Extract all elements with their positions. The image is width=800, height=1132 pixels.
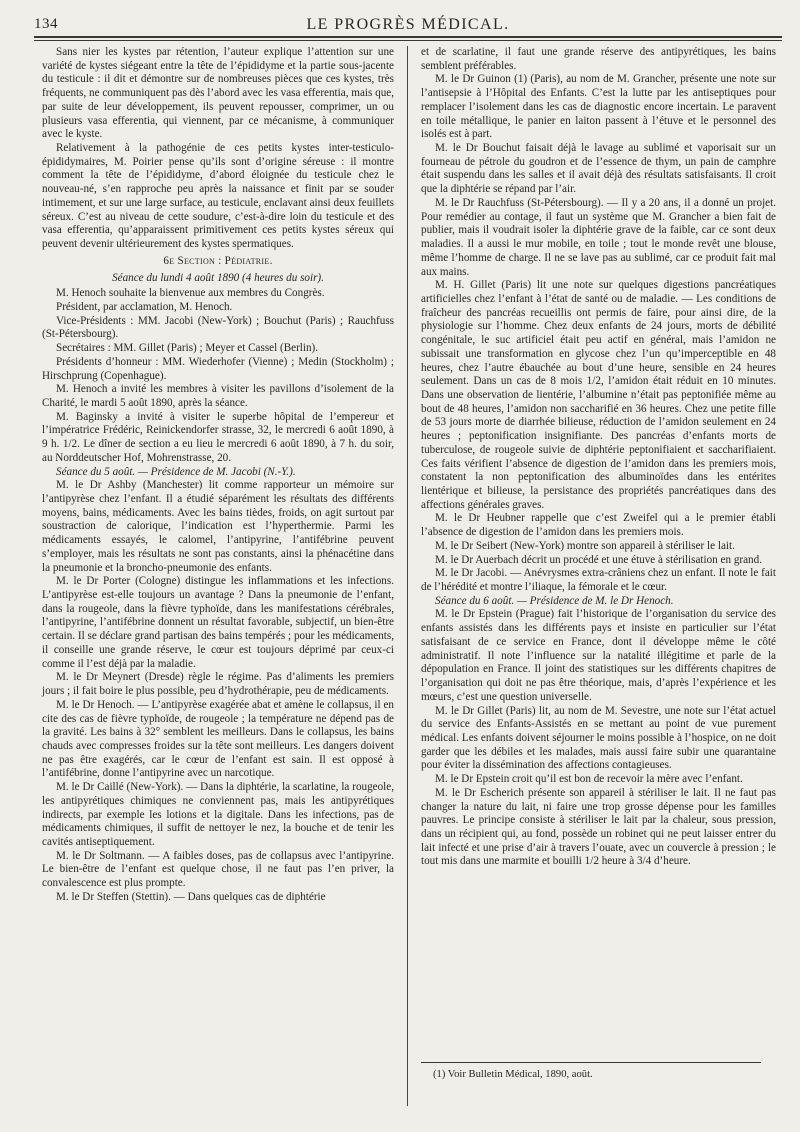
paragraph: M. Henoch souhaite la bienvenue aux membres du Congrès. [56,287,325,300]
header-rule-thin [34,40,782,41]
paragraph: et de scarlatine, il faut une grande réserve des antipyrétiques, les bains semblent préférables. [421,46,776,72]
paragraph: M. le Dr Gillet (Paris) lit, au nom de M. Sevestre, une note sur l’état actuel du service des Enfants-Assistés en se mettant au point de vue purement médical. Les enfants doivent séjourner le moins possible à l’hospice, on ne doit garder que les débiles et les malades, mais aussi faire subir une quarantaine pour éviter la dissémination des affections contagieuses. [421,704,776,772]
section-heading: 6e Section : Pédiatrie. [163,254,273,267]
right-column [421,46,776,869]
paragraph: Vice-Présidents : MM. Jacobi (New-York) ; Bouchut (Paris) ; Rauchfuss (St-Pétersbourg). [42,314,394,341]
paragraph: M. le Dr Jacobi. — Anévrysmes extra-crâniens chez un enfant. Il note le fait de l’hérédité et montre l’iliaque, la fémorale et le cœur. [421,567,776,594]
paragraph: M. le Dr Heubner rappelle que c’est Zweifel qui a le premier établi l’absence de digestion de l’amidon dans les premiers mois. [421,512,776,539]
paragraph: Président, par acclamation, M. Henoch. [56,300,233,313]
paragraph: M. le Dr Soltmann. — A faibles doses, pas de collapsus avec l’antipyrine. Le bien-être de l’enfant est quelque chose, il ne faut pas l’en priver, la convalescence est plus prompte. [42,849,394,890]
paragraph: M. le Dr Meynert (Dresde) règle le régime. Pas d’aliments les premiers jours ; il fait boire le plus possible, peu d’hydrothérapie, peu de médicaments. [42,671,394,698]
column-divider [407,46,408,1106]
paragraph: M. le Dr Seibert (New-York) montre son appareil à stériliser le lait. [435,539,735,552]
footnote: (1) Voir Bulletin Médical, 1890, août. [433,1069,593,1080]
paragraph: M. le Dr Epstein (Prague) fait l’historique de l’organisation du service des enfants assistés dans les différents pays et insiste en particulier sur l’état satisfaisant de ce service en France, dont il développe même le côté administratif. Il note l’influence sur la natalité illégitime et parle de la dépopulation en France. Il joint des statistiques sur les différents chapitres de l’organisation qui doit ne pas être théorique, mais, d’après l’expérience et les mœurs, c’est une question universelle. [421,608,776,703]
journal-title: LE PROGRÈS MÉDICAL. [306,16,510,33]
paragraph: M. le Dr Auerbach décrit un procédé et une étuve à stérilisation en grand. [435,553,762,566]
paragraph: M. le Dr Caillé (New-York). — Dans la diphtérie, la scarlatine, la rougeole, les antipyrétiques chimiques ne conviennent pas, mais les antipyrétiques indirects, par exemple les lotions et la digitale. Dans les infections, pas de médicaments chimiques, il suffit de nettoyer le nez, la bouche et de tenir les cavités antiseptiquement. [42,781,394,848]
session-heading: Séance du 5 août. — Présidence de M. Jacobi (N.-Y.). [56,465,296,478]
paragraph: M. Baginsky a invité à visiter le superbe hôpital de l’empereur et l’impératrice Frédéric, Reinickendorfer strasse, 32, le mercredi 6 août 1890, à 9 h. 1/2. Le dîner de section a eu lieu le mercredi 6 août 1890, à 7 h. du soir, au Norddeutscher Hof, Mohrenstrasse, 20. [42,410,394,464]
paragraph: Présidents d’honneur : MM. Wiederhofer (Vienne) ; Medin (Stockholm) ; Hirschprung (Copenhague). [42,355,394,382]
paragraph: Relativement à la pathogénie de ces petits kystes inter-testiculo-épididymaires, M. Poirier pense qu’ils sont d’origine séreuse : il montre comment la tête de l’épididyme, d’abord éloignée du testicule chez le nouveau-né, s’en rapproche peu après la naissance et finit par se souder intimement, et sur une large surface, au testicule, enclavant ainsi deux feuillets séreux. C’est au niveau de cette soudure, c’est-à-dire loin du testicule et des vasa efferentia, qu’apparaissent primitivement ces petits kystes séreux qui peuvent devenir ultérieurement des kystes spermatiques. [42,142,394,251]
header-rule [34,36,782,38]
paragraph: M. Henoch a invité les membres à visiter les pavillons d’isolement de la Charité, le mardi 5 août 1890, après la séance. [42,383,394,409]
session-heading: Séance du lundi 4 août 1890 (4 heures du soir). [112,271,324,284]
session-heading: Séance du 6 août. — Présidence de M. le Dr Henoch. [435,594,674,607]
paragraph: Sans nier les kystes par rétention, l’auteur explique l’attention sur une variété de kystes siégeant entre la tête de l’épididyme et la partie sous-jacente du testicule : il dit et démontre sur de nombreuses pièces que ces kystes, très fréquents, ne communiquent pas dès l’abord avec les vasa efferentia, mais que, par suite de leur développement, ils peuvent repousser, comprimer, un ou plusieurs vasa efferentia, qui viennent, par ce mécanisme, à communiquer avec le kyste. [42,46,394,141]
paragraph: M. le Dr Henoch. — L’antipyrèse exagérée abat et amène le collapsus, il en cite des cas de fièvre typhoïde, de rougeole ; la température ne dépend pas de la gravité. Les bains à 32° semblent les meilleurs. Dans le collapsus, les bains chauds avec compresses froides sur la tête sont meilleurs. Les dangers doivent ne pas être exagérés, car le cœur de l’enfant est sain. Il est opposé à l’antifébrine, donne l’antipyrine avec un narcotique. [42,698,394,780]
page-number: 134 [34,16,58,32]
paragraph: M. le Dr Guinon (1) (Paris), au nom de M. Grancher, présente une note sur l’antisepsie à l’Hôpital des Enfants. C’est la lutte par les antiseptiques pour remplacer l’isolement dans les cas de diagnostic encore incertain. Le paravent en toile métallique, le panier en laiton passent à l’étuve et le personnel des isolés est à part. [421,73,776,141]
paragraph: M. le Dr Rauchfuss (St-Pétersbourg). — Il y a 20 ans, il a donné un projet. Pour remédier au contage, il faut un système que M. Grancher a bien fait de publier, mais il voudrait isoler la diphtérie grave de la faible, car ce sont deux maladies. Il a aussi le mur mobile, en toile ; tout le monde revêt une blouse, même l’homme de charge. Il ne se lave pas au sublimé, car ce produit fait mal aux mains. [421,196,776,278]
footnote-rule [421,1062,761,1063]
paragraph: M. H. Gillet (Paris) lit une note sur quelques digestions pancréatiques artificielles chez l’enfant à l’état de santé ou de maladie. — Les conditions de fraîcheur des pancréas recueillis ont permis de faire, pour ainsi dire, de la physiologie sur l’homme. Chez deux enfants de 24 jours, morts de débilité congénitale, le suc artificiel était peu actif en général, mais l’amidon ne subissait une transformation en glycose chez l’un qu’imperceptible en 48 heures, chez l’autre ébauchée au bout d’une heure, sensible en 24 heures seulement. Dans un cas de 8 mois 1/2, l’amidon était réduit en 10 minutes. Dans une observation de lientérie, l’albumine n’était pas peptonifiée même au bout de 48 heures, l’amidon non saccharifié en 36 heures. Chez une petite fille de 53 jours morte de diarrhée bilieuse, réduction de l’amidon seulement en 24 heures ; peptonification insignifiante. Des pancréas d’enfants morts de tuberculose, de rougeole suivie de diphtérie peptonifiaient et saccharifiaient. Ces faits vérifient l’absence de digestion de l’amidon dans les premiers mois, constatent la non peptonification des albuminoïdes dans les entérites lientérique et bilieuse, la persistance des propriétés pancréatiques dans des affections générales graves. [421,279,776,511]
paragraph: M. le Dr Escherich présente son appareil à stériliser le lait. Il ne faut pas changer la nature du lait, ni faire une trop grosse dépense pour les familles pauvres. Le principe consiste à stériliser le lait par la chaleur, sous pression, dans un récipient qui, au fond, possède un robinet qui ne peut laisser entrer du lait infecté et une prise d’air à travers l’ouate, avec un couvercle à pression ; le tout mis dans une marmite et bouilli 1/2 heure à 3/4 d’heure. [421,786,776,868]
running-head [34,14,782,36]
paragraph: M. le Dr Epstein croit qu’il est bon de recevoir la mère avec l’enfant. [435,773,743,786]
paragraph: M. le Dr Ashby (Manchester) lit comme rapporteur un mémoire sur l’antipyrèse chez l’enfant. Il a étudié séparément les résultats des différents moyens, bains, médicaments. Avec les bains tièdes, froids, on agit surtout par soustraction de calorique, l’indication est l’hyperthermie. Parmi les médicaments essayés, le calomel, l’antipyrine, l’antifébrine peuvent s’employer, mais les résultats ne sont pas constants, ainsi la phénacétine dans la pneumonie et la broncho-pneumonie des enfants. [42,479,394,574]
left-column [42,46,394,905]
paragraph: M. le Dr Steffen (Stettin). — Dans quelques cas de diphtérie [56,890,326,903]
paragraph: M. le Dr Bouchut faisait déjà le lavage au sublimé et vaporisait sur un fourneau de pétrole du goudron et de l’essence de thym, un pain de camphre était suspendu dans les salles et il avait déjà des résultats satisfaisants. Il croit que la diphtérie se répand par l’air. [421,142,776,196]
paragraph: M. le Dr Porter (Cologne) distingue les inflammations et les infections. L’antipyrèse est-elle toujours un avantage ? Dans la pneumonie de l’enfant, dans la rougeole, dans la fièvre typhoïde, dans les manifestations cérébrales, l’antipyrine, l’antifébrine donnent un résultat favorable, subjectif, un bien-être certain. Il se déclare grand partisan des bains tempérés ; pour les médicaments, il conseille une grande réserve, le cœur est toujours déprimé par ceux-ci comme il l’est déjà par la maladie. [42,575,394,670]
paragraph: Secrétaires : MM. Gillet (Paris) ; Meyer et Cassel (Berlin). [56,342,319,355]
